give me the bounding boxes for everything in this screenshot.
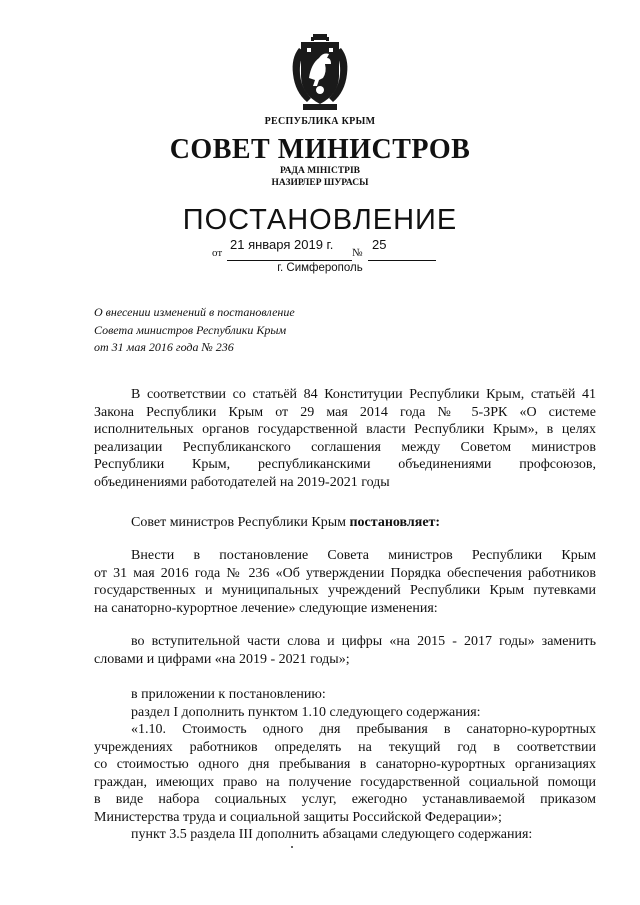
date-number-line (212, 233, 442, 263)
text-line: Внести в постановление Совета министров Республики Крым (131, 548, 596, 563)
text-line: объединениями работодателей на 2019-2021 годы (94, 474, 390, 490)
text-line: от 31 мая 2016 года № 236 «Об утверждении Порядка обеспечения работников (94, 565, 596, 581)
paragraph-resolves (94, 514, 596, 532)
republic-label: РЕСПУБЛИКА КРЫМ (264, 116, 376, 127)
text-line: государственных и муниципальных учреждений Республики Крым путевками (94, 583, 596, 598)
date-underline (227, 260, 352, 261)
paragraph-appendix (94, 686, 596, 721)
number-prefix: № (352, 247, 363, 259)
paragraph-section-1-10 (94, 721, 596, 844)
text-line: со стоимостью одного дня пребывания в санаторно-курортных организациях (94, 757, 596, 772)
subject-block (94, 304, 295, 357)
naziler-label: НАЗИРЛЕР ШУРАСЫ (271, 178, 369, 188)
text-line (94, 514, 596, 532)
text-line: в виде набора социальных услуг, ежегодно устанавливаемой приказом (94, 792, 596, 807)
text-line: словами и цифрами «на 2019 - 2021 годы»; (94, 651, 350, 667)
text-line: граждан, имеющих право на получение государственной социальной помощи (94, 774, 596, 790)
subject-line: от 31 мая 2016 года № 236 (94, 340, 234, 354)
text-line: Закона Республики Крым от 29 мая 2014 года № 5-ЗРК «О системе (94, 404, 596, 420)
city-label: г. Симферополь (277, 262, 363, 274)
document-number: 25 (372, 237, 387, 252)
text-line: пункт 3.5 раздела III дополнить абзацами следующего содержания: (131, 827, 533, 842)
subject-line: О внесении изменений в постановление (94, 305, 295, 319)
document-date: 21 января 2019 г. (230, 237, 334, 252)
text-line: В соответствии со статьёй 84 Конституции Республики Крым, статьёй 41 (131, 387, 596, 402)
text-line: Республики Крым, республиканскими объединениями профсоюзов, (94, 457, 596, 472)
text-line: Министерства труда и социальной защиты Российской Федерации»; (94, 809, 502, 825)
resolves-text: Совет министров Республики Крым (131, 515, 350, 530)
number-underline (368, 260, 436, 261)
text-line: «1.10. Стоимость одного дня пребывания в санаторно-курортных (131, 722, 596, 737)
document-type-title: ПОСТАНОВЛЕНИЕ (182, 204, 458, 236)
text-line: учреждениях работников определять на текущий год в соответствии (94, 739, 596, 755)
resolves-bold: постановляет: (349, 515, 441, 530)
paragraph-amend (94, 547, 596, 617)
coat-of-arms-emblem (289, 34, 351, 112)
text-line: исполнительных органов государственной власти Республики Крым», в целях (94, 422, 596, 437)
text-line: на санаторно-курортное лечение» следующие изменения: (94, 600, 438, 616)
text-line: раздел I дополнить пунктом 1.10 следующего содержания: (131, 704, 481, 720)
paragraph-intro-change (94, 633, 596, 668)
text-line: реализации Республиканского соглашения между Советом министров (94, 439, 596, 455)
date-prefix: от (212, 247, 223, 259)
paragraph-legal-basis (94, 386, 596, 491)
rada-label: РАДА МІНІСТРІВ (279, 166, 360, 176)
text-line: во вступительной части слова и цифры «на 2015 - 2017 годы» заменить (131, 634, 596, 649)
scan-speck (291, 846, 293, 848)
council-title: СОВЕТ МИНИСТРОВ (169, 134, 471, 165)
text-line: в приложении к постановлению: (131, 687, 326, 702)
subject-line: Совета министров Республики Крым (94, 322, 287, 337)
